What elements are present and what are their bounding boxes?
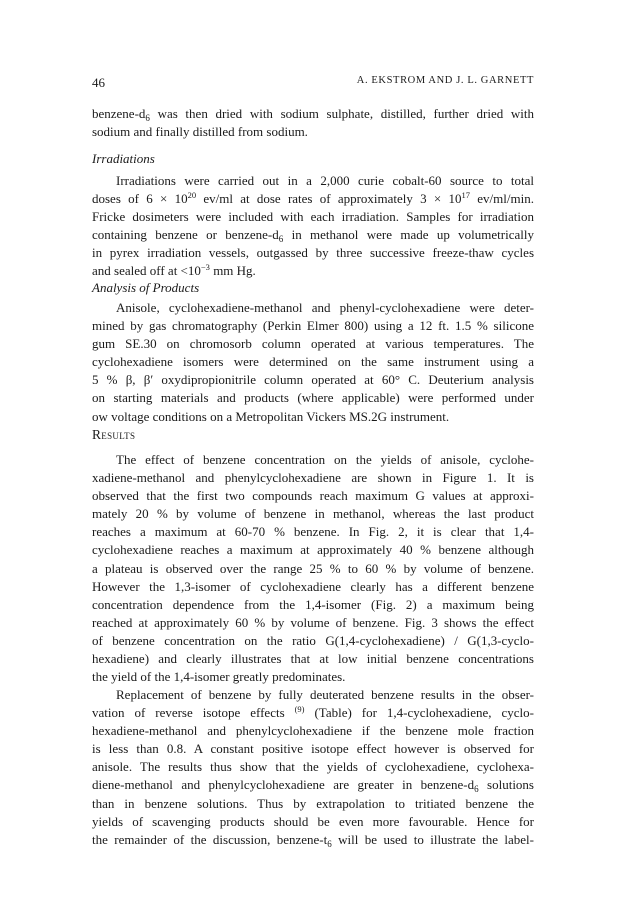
text-line: mined by gas chromatography (Perkin Elmer 800) using a 12 ft. 1.5 % silicone <box>92 318 534 334</box>
text-line: cyclohexadiene isomers were determined on the same instrument using a <box>92 354 534 370</box>
text-line: yields of scavenging products should be even more favourable. Hence for <box>92 813 534 829</box>
text-line: is less than 0.8. A constant positive isotope effect however is observed for <box>92 741 534 757</box>
text-line: concentration dependence from the 1,4-isomer (Fig. 2) a maximum being <box>92 596 534 612</box>
text-line: mately 20 % by volume of benzene in methanol, whereas the last product <box>92 506 534 522</box>
text-line: the yield of the 1,4-isomer greatly predominates. <box>92 669 346 685</box>
text-line: Anisole, cyclohexadiene-methanol and phenyl-cyclohexadiene were deter- <box>116 300 534 315</box>
text-line: diene-methanol and phenylcyclohexadiene are greater in benzene-$d_6$ solutions <box>92 777 534 795</box>
text-line: 5 % β, β′ oxydipropionitrile column operated at 60° C. Deuterium analysis <box>92 372 534 388</box>
text-line: doses of $6 \times 10^{20}$ ev/ml at dose rates of approximately $3 \times 10^{17}$ ev/ml/min. <box>92 190 534 207</box>
text-line: vation of reverse isotope effects $^{(9)}$ (Table) for 1,4-cyclohexadiene, cyclo- <box>92 704 534 721</box>
irradiations-paragraph <box>92 172 534 281</box>
text-line: hexadiene) and clearly illustrates that at low initial benzene concentrations <box>92 651 534 667</box>
results-paragraph-1 <box>92 451 534 686</box>
text-line: and sealed off at $<10^{-3}$ mm Hg. <box>92 262 256 279</box>
text-line: observed that the first two compounds reach maximum G values at approxi- <box>92 488 534 504</box>
running-head: A. EKSTROM AND J. L. GARNETT <box>356 75 534 86</box>
text-line: Replacement of benzene by fully deuterated benzene results in the obser- <box>116 687 534 702</box>
page-number: 46 <box>92 75 105 90</box>
text-line: Fricke dosimeters were included with each irradiation. Samples for irradiation <box>92 209 534 225</box>
text-line: benzene-$d_6$ was then dried with sodium sulphate, distilled, further dried with <box>92 106 534 123</box>
section-heading-results: Results <box>92 427 136 442</box>
text-line: cyclohexadiene reaches a maximum at approximately 40 % benzene although <box>92 542 534 558</box>
text-line: However the 1,3-isomer of cyclohexadiene clearly has a different benzene <box>92 578 534 594</box>
text-line: containing benzene or benzene-$d_6$ in methanol were made up volumetrically <box>92 227 534 245</box>
text-line: than in benzene solutions. Thus by extrapolation to tritiated benzene the <box>92 795 534 811</box>
text-line: reaches a maximum at 60-70 % benzene. In Fig. 2, it is clear that 1,4- <box>92 524 534 540</box>
text-line: xadiene-methanol and phenylcyclohexadiene are shown in Figure 1. It is <box>92 470 534 486</box>
results-paragraph-2 <box>92 686 534 849</box>
text-line: Irradiations were carried out in a 2,000 curie cobalt-60 source to total <box>116 173 534 188</box>
text-line: sodium and finally distilled from sodium. <box>92 124 308 140</box>
text-line: hexadiene-methanol and phenylcyclohexadiene if the benzene mole fraction <box>92 723 534 739</box>
section-heading-analysis: Analysis of Products <box>92 280 200 295</box>
analysis-paragraph <box>92 299 534 426</box>
section-heading-irradiations: Irradiations <box>92 151 155 166</box>
text-line: reached at approximately 60 % by volume of benzene. Fig. 3 shows the effect <box>92 614 534 630</box>
text-line: a plateau is observed over the range 25 % to 60 % by volume of benzene. <box>92 560 534 576</box>
text-line: on starting materials and products (where applicable) were performed under <box>92 390 534 406</box>
text-line: of benzene concentration on the ratio G(1,4-cyclohexadiene) / G(1,3-cyclo- <box>92 632 534 648</box>
text-line: The effect of benzene concentration on the yields of anisole, cyclohe- <box>116 452 534 467</box>
text-line: anisole. The results thus show that the yields of cyclohexadiene, cyclohexa- <box>92 759 534 775</box>
text-line: ow voltage conditions on a Metropolitan Vickers MS.2G instrument. <box>92 408 450 424</box>
intro-paragraph <box>92 105 534 141</box>
text-line: in pyrex irradiation vessels, outgassed by three successive freeze-thaw cycles <box>92 245 534 261</box>
text-line: the remainder of the discussion, benzene-$t_6$ will be used to illustrate the label- <box>92 831 534 849</box>
page-header <box>92 75 534 91</box>
text-line: gum SE.30 on chromosorb column operated at various temperatures. The <box>92 336 534 352</box>
